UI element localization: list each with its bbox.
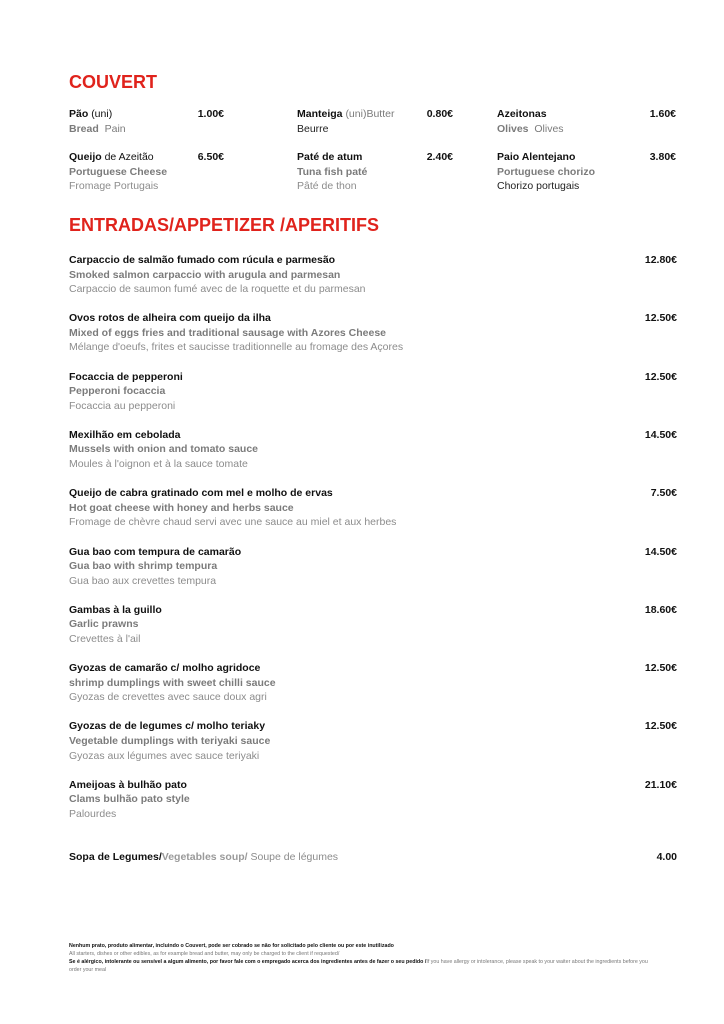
soup-item	[69, 850, 677, 865]
item-en: Vegetable dumplings with teriyaki sauce	[69, 734, 271, 747]
item-price: 7.50€	[650, 487, 677, 500]
soup-en: Vegetables soup/	[161, 851, 248, 863]
item-fr: Palourdes	[69, 807, 117, 820]
item-en: Clams bulhão pato style	[69, 793, 190, 806]
item-pt: Gambas à la guillo	[69, 603, 162, 616]
item-pt: Queijo de cabra gratinado com mel e molho de ervas	[69, 487, 333, 500]
item-name: Queijo	[69, 151, 102, 163]
item-name: Pão	[69, 108, 89, 120]
item-name: Azeitonas	[497, 108, 547, 120]
item-fr: Carpaccio de saumon fumé avec de la roquette et du parmesan	[69, 283, 366, 296]
couvert-item	[297, 107, 487, 136]
appetizers-heading: ENTRADAS/APPETIZER /APERITIFS	[69, 215, 380, 235]
item-fr: Mélange d'oeufs, frites et saucisse traditionnelle au fromage des Açores	[69, 341, 404, 354]
item-price: 3.80€	[649, 151, 676, 163]
couvert-item	[497, 150, 687, 194]
item-name: Paté de atum	[297, 151, 363, 163]
item-en: Smoked salmon carpaccio with arugula and parmesan	[69, 268, 341, 281]
appetizer-item	[69, 370, 677, 414]
item-price: 14.50€	[644, 428, 677, 441]
appetizer-item	[69, 661, 677, 705]
item-fr: Pâté de thon	[297, 180, 357, 192]
item-en: Portuguese Cheese	[69, 165, 168, 178]
item-en: Portuguese chorizo	[497, 165, 596, 178]
item-en: Mixed of eggs fries and traditional sausage with Azores Cheese	[69, 326, 387, 339]
item-price: 0.80€	[426, 108, 453, 120]
item-pt: Mexilhão em cebolada	[69, 428, 181, 441]
appetizer-item	[69, 719, 677, 763]
item-fr: Fromage de chèvre chaud servi avec une sauce au miel et aux herbes	[69, 516, 397, 529]
item-fr: Gyozas aux légumes avec sauce teriyaki	[69, 749, 260, 762]
item-fr: Chorizo portugais	[497, 180, 580, 192]
item-en: Tuna fish paté	[297, 165, 368, 178]
item-fr: Gua bao aux crevettes tempura	[69, 574, 217, 587]
item-name: Paio Alentejano	[497, 151, 576, 163]
item-en: Mussels with onion and tomato sauce	[69, 443, 259, 456]
item-price: 12.50€	[644, 312, 677, 325]
footer-line3-pt: Se é alérgico, intolerante ou sensível a algum alimento, por favor fale com o empregado acerca dos ingredientes antes de fazer o seu pedido /	[69, 959, 427, 965]
appetizer-item	[69, 603, 677, 647]
item-price: 12.80€	[644, 254, 677, 266]
item-fr: Olives	[534, 122, 564, 135]
item-price: 18.60€	[644, 603, 677, 616]
item-fr: Beurre	[297, 122, 329, 135]
item-fr: Pain	[104, 122, 126, 135]
item-en: Hot goat cheese with honey and herbs sauce	[69, 501, 294, 514]
couvert-item	[69, 150, 259, 194]
item-en: Olives	[497, 122, 529, 135]
couvert-heading: COUVERT	[69, 72, 158, 92]
item-fr: Gyozas de crevettes avec sauce doux agri	[69, 691, 267, 704]
item-en: shrimp dumplings with sweet chilli sauce	[69, 676, 276, 689]
soup-price: 4.00	[656, 851, 677, 863]
appetizer-item	[69, 778, 677, 822]
item-pt: Ameijoas à bulhão pato	[69, 778, 187, 791]
item-en: Garlic prawns	[69, 618, 139, 631]
appetizer-item	[69, 486, 677, 530]
item-pt: Gua bao com tempura de camarão	[69, 545, 242, 558]
item-pt: Gyozas de camarão c/ molho agridoce	[69, 662, 261, 675]
appetizer-item	[69, 545, 677, 589]
couvert-item	[69, 107, 259, 136]
item-fr: Focaccia au pepperoni	[69, 399, 176, 412]
item-name: Manteiga	[297, 108, 343, 120]
item-price: 21.10€	[644, 778, 677, 791]
appetizer-item	[69, 311, 677, 355]
footer-notice	[69, 942, 649, 974]
footer-line1: Nenhum prato, produto alimentar, incluindo o Couvert, pode ser cobrado se não for solicitado pelo cliente ou por este inutilizado	[69, 943, 394, 949]
couvert-item	[497, 107, 687, 136]
soup-fr: Soupe de légumes	[247, 851, 339, 863]
soup-pt: Sopa de Legumes/	[69, 851, 162, 863]
item-name-extra: (uni)	[91, 108, 113, 120]
item-pt: Ovos rotos de alheira com queijo da ilha	[69, 312, 271, 325]
item-en: Pepperoni focaccia	[69, 385, 166, 398]
item-price: 12.50€	[644, 662, 677, 675]
item-pt: Gyozas de de legumes c/ molho teriaky	[69, 720, 266, 733]
item-price: 2.40€	[426, 151, 453, 163]
item-name-extra: de Azeitão	[104, 151, 154, 163]
appetizer-item	[69, 428, 677, 472]
appetizer-item	[69, 253, 677, 297]
item-pt: Carpaccio de salmão fumado com rúcula e parmesão	[69, 254, 336, 266]
couvert-item	[297, 150, 487, 194]
footer-line2: All starters, dishes or other edibles, as for example bread and butter, may only be charged to the client if requested/	[69, 951, 340, 957]
item-pt: Focaccia de pepperoni	[69, 370, 183, 383]
item-fr: Crevettes à l'ail	[69, 632, 141, 645]
item-name-extra: (uni)Butter	[345, 108, 395, 120]
item-fr: Moules à l'oignon et à la sauce tomate	[69, 458, 248, 471]
item-en: Bread	[69, 122, 99, 135]
item-price: 14.50€	[644, 545, 677, 558]
footer-line3-en: If you have allergy or intolerance, please speak to your waiter about the ingredients before you order your meal	[69, 959, 648, 973]
item-fr: Fromage Portugais	[69, 180, 159, 192]
item-price: 1.00€	[197, 108, 224, 120]
item-price: 12.50€	[644, 370, 677, 383]
item-price: 12.50€	[644, 720, 677, 733]
item-en: Gua bao with shrimp tempura	[69, 560, 218, 573]
item-price: 6.50€	[197, 151, 224, 163]
item-price: 1.60€	[649, 108, 676, 120]
